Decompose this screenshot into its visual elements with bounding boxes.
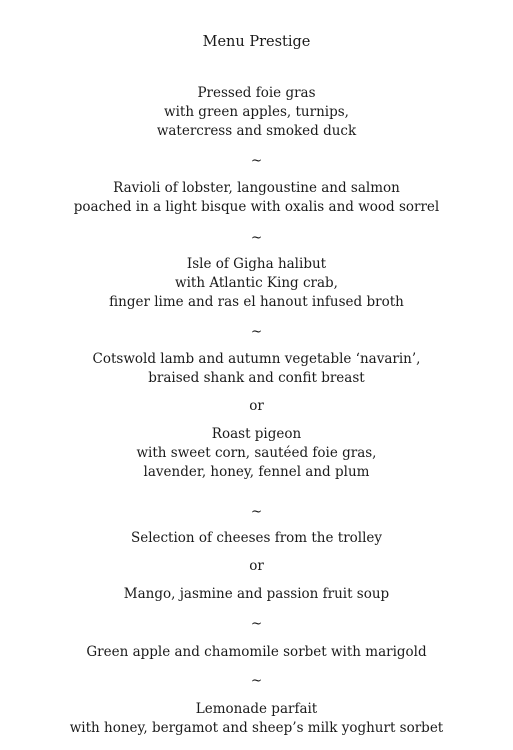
dish-line: finger lime and ras el hanout infused broth — [109, 294, 404, 310]
course-separator: ~ — [250, 673, 263, 689]
dish-line: Cotswold lamb and autumn vegetable ‘navarin’, — [92, 351, 421, 367]
dish-line: with green apples, turnips, — [164, 104, 349, 120]
dish-line: poached in a light bisque with oxalis and wood sorrel — [73, 199, 440, 215]
dish-line: Roast pigeon — [211, 426, 302, 442]
course-separator: ~ — [250, 616, 263, 632]
dish-line: with sweet corn, sautéed foie gras, — [136, 445, 377, 461]
dish-line: Ravioli of lobster, langoustine and salmon — [113, 180, 400, 196]
dish-line: Selection of cheeses from the trolley — [130, 530, 383, 546]
menu-title: Menu Prestige — [202, 34, 311, 50]
course-separator: ~ — [250, 153, 263, 169]
dish-line: braised shank and confit breast — [148, 370, 365, 386]
dish-line: Isle of Gigha halibut — [186, 256, 327, 272]
dish-line: Pressed foie gras — [197, 85, 316, 101]
course-separator: ~ — [250, 324, 263, 340]
dish-line: lavender, honey, fennel and plum — [143, 464, 370, 480]
dish-line: Green apple and chamomile sorbet with marigold — [86, 644, 427, 660]
course-separator: ~ — [250, 230, 263, 246]
dish-line: watercress and smoked duck — [156, 123, 357, 139]
course-alternative: or — [249, 398, 264, 414]
course-alternative: or — [249, 558, 264, 574]
dish-line: Mango, jasmine and passion fruit soup — [123, 586, 390, 602]
dish-line: Lemonade parfait — [195, 701, 318, 717]
dish-line: with Atlantic King crab, — [175, 275, 338, 291]
course-separator: ~ — [250, 504, 263, 520]
dish-line: with honey, bergamot and sheep’s milk yoghurt sorbet — [69, 720, 444, 736]
